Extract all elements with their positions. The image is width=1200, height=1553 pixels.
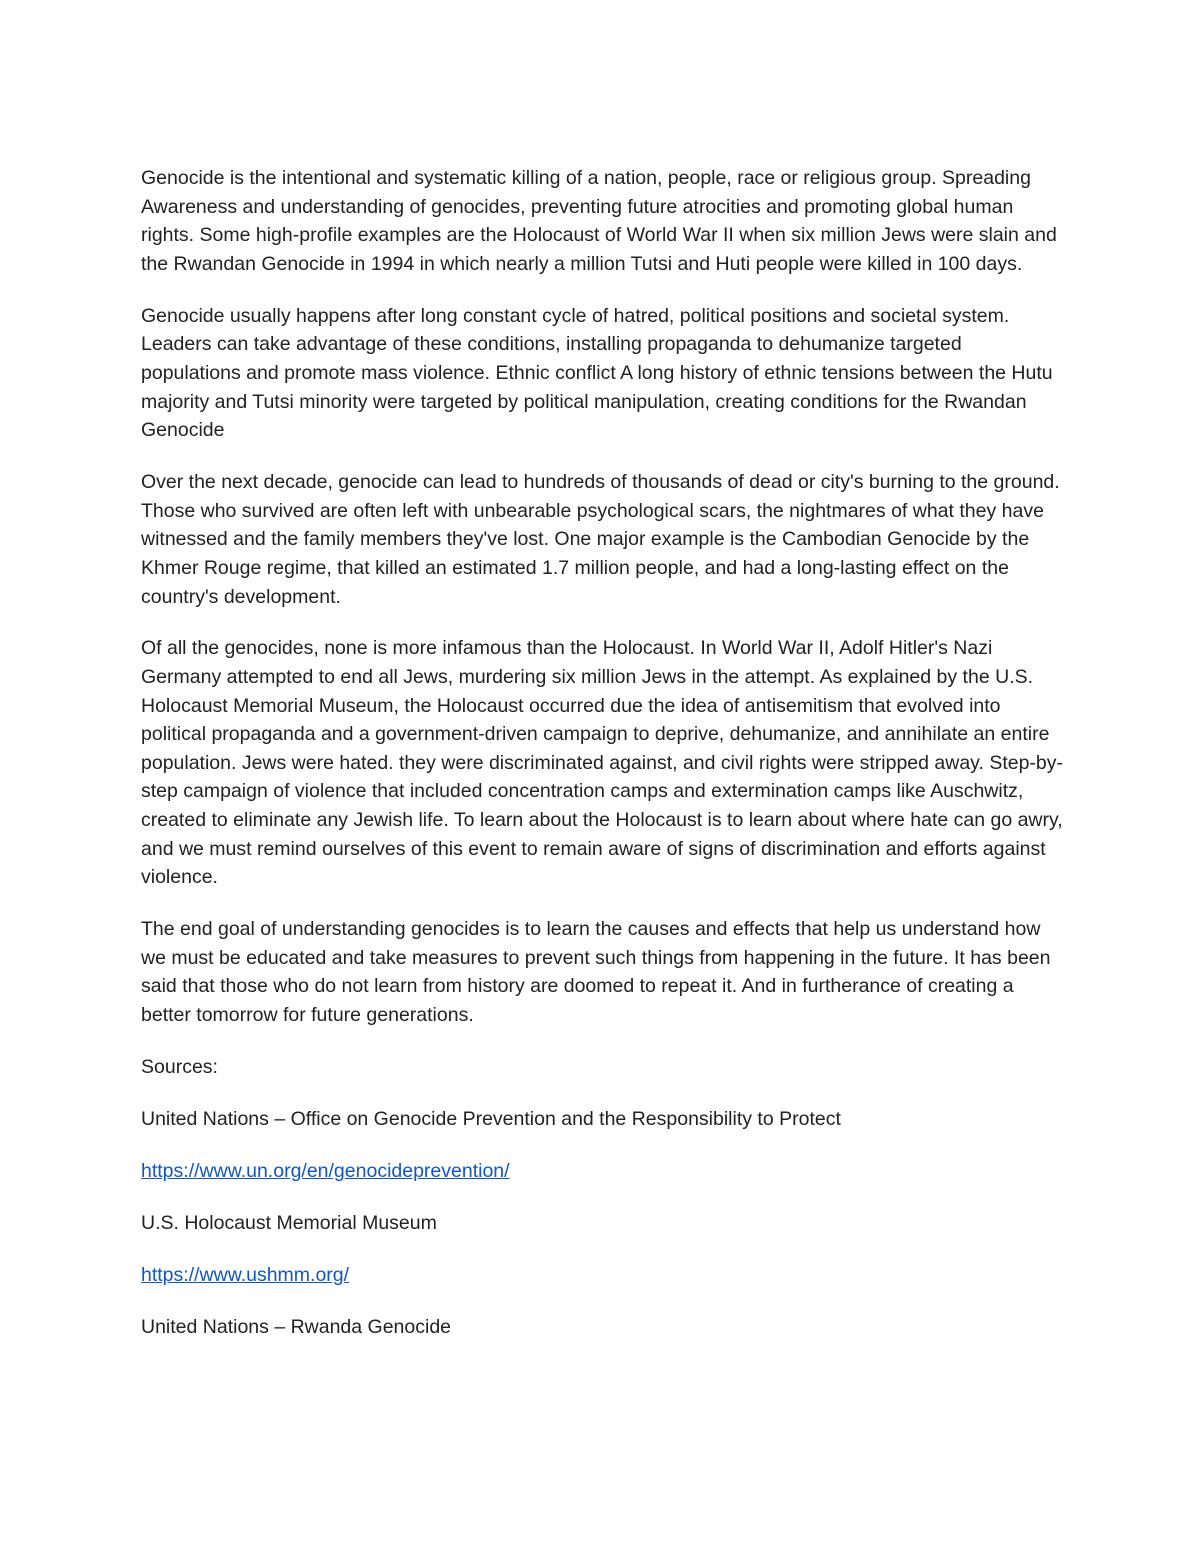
source-link-un[interactable]: https://www.un.org/en/genocideprevention/ [141, 1159, 510, 1182]
source-link-ushmm-container [141, 1261, 1066, 1290]
paragraph-effects: Over the next decade, genocide can lead to hundreds of thousands of dead or city's burning to the ground. Those who survived are often left with unbearable psychological scars, the nightmares of what they have witnessed and the family members they've lost. One major example is the Cambodian Genocide by the Khmer Rouge regime, that killed an estimated 1.7 million people, and had a long-lasting effect on the country's development. [141, 471, 1060, 608]
sources-heading: Sources: [141, 1055, 218, 1078]
source-title-un-rwanda: United Nations – Rwanda Genocide [141, 1315, 452, 1338]
source-link-ushmm[interactable]: https://www.ushmm.org/ [141, 1263, 350, 1286]
paragraph-intro: Genocide is the intentional and systematic killing of a nation, people, race or religious group. Spreading Awareness and understanding of genocides, preventing future atrocities and promoting global human rights. Some high-profile examples are the Holocaust of World War II when six million Jews were slain and the Rwandan Genocide in 1994 in which nearly a million Tutsi and Huti people were killed in 100 days. [141, 167, 1057, 275]
source-title-un-genocide-prevention: United Nations – Office on Genocide Prevention and the Responsibility to Protect [141, 1107, 841, 1130]
paragraph-causes: Genocide usually happens after long constant cycle of hatred, political positions and societal system. Leaders can take advantage of these conditions, installing propaganda to dehumanize targeted populations and promote mass violence. Ethnic conflict A long history of ethnic tensions between the Hutu majority and Tutsi minority were targeted by political manipulation, creating conditions for the Rwandan Genocide [141, 304, 1053, 442]
paragraph-conclusion: The end goal of understanding genocides is to learn the causes and effects that help us understand how we must be educated and take measures to prevent such things from happening in the future. It has been said that those who do not learn from history are doomed to repeat it. And in furtherance of creating a better tomorrow for future generations. [141, 918, 1051, 1026]
document-body [141, 164, 1066, 1365]
source-link-un-container [141, 1157, 1066, 1186]
paragraph-holocaust: Of all the genocides, none is more infamous than the Holocaust. In World War II, Adolf Hitler's Nazi Germany attempted to end all Jews, murdering six million Jews in the attempt. As explained by the U.S. Holocaust Memorial Museum, the Holocaust occurred due the idea of antisemitism that evolved into political propaganda and a government-driven campaign to deprive, dehumanize, and annihilate an entire population. Jews were hated. they were discriminated against, and civil rights were stripped away. Step-by-step campaign of violence that included concentration camps and extermination camps like Auschwitz, created to eliminate any Jewish life. To learn about the Holocaust is to learn about where hate can go awry, and we must remind ourselves of this event to remain aware of signs of discrimination and efforts against violence. [141, 637, 1064, 889]
source-title-ushmm: U.S. Holocaust Memorial Museum [141, 1211, 437, 1234]
